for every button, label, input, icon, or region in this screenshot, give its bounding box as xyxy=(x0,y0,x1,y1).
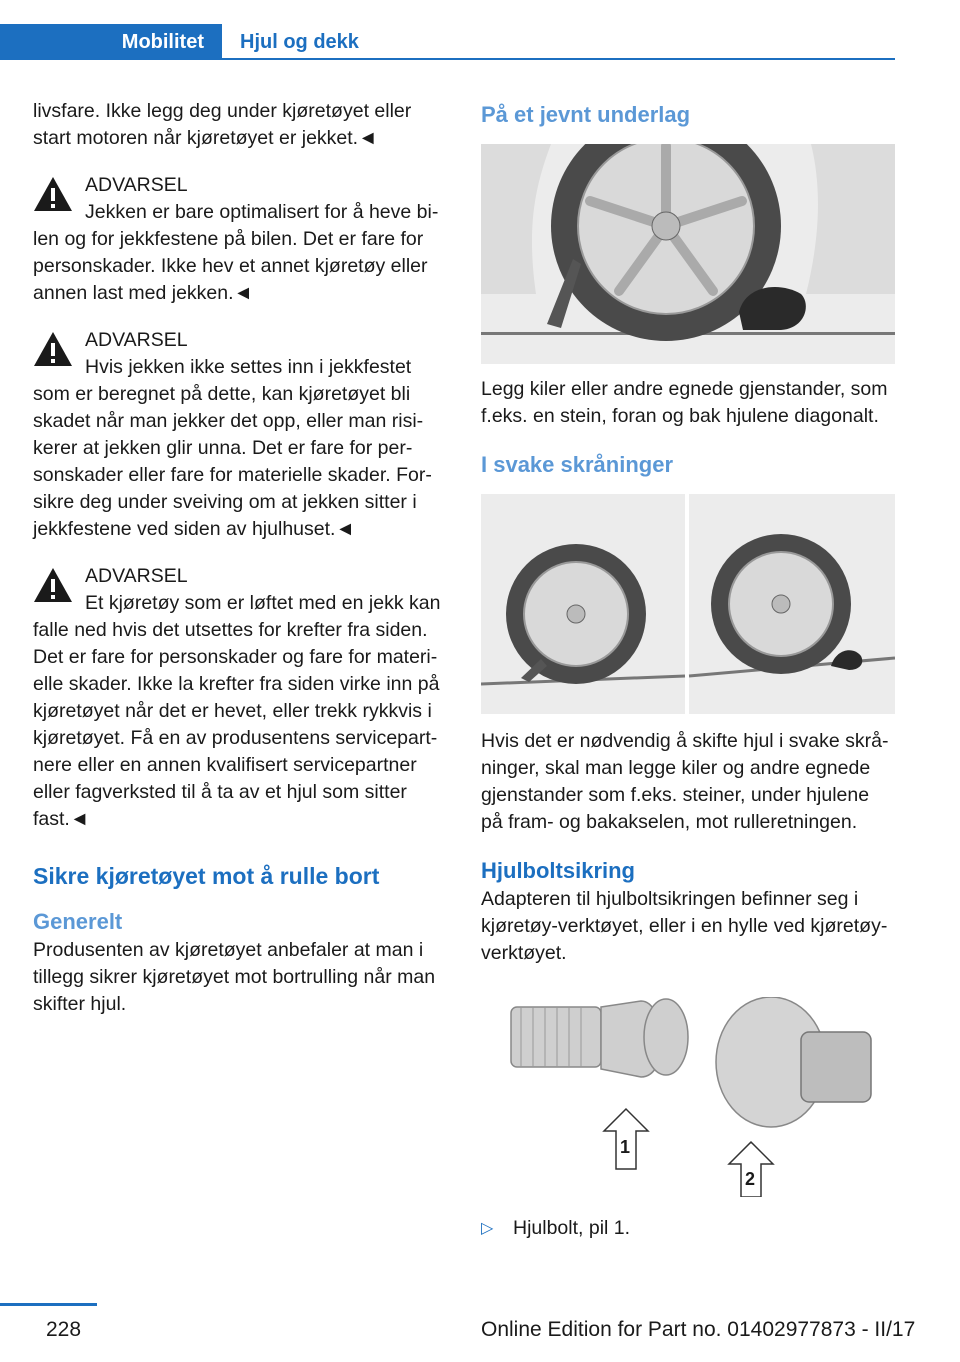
edition-text: Online Edition for Part no. 01402977873 - II/17 xyxy=(481,1318,916,1341)
intro-text: livsfare. Ikke legg deg under kjøretøyet eller start motoren når kjøretøyet er jekket.◄ xyxy=(33,100,412,149)
tab-hjul-og-dekk xyxy=(240,24,359,60)
footer-rule xyxy=(0,1303,97,1306)
tab-mobilitet-label: Mobilitet xyxy=(121,30,204,53)
header-rule xyxy=(222,58,895,60)
subsection-body: Produsenten av kjøretøyet anbefaler at man i tillegg sikrer kjøretøyet mot bortrulling når man skifter hjul. xyxy=(33,939,436,1015)
warning-text-first: Hvis jekken ikke settes inn i jekkfestet xyxy=(85,356,412,378)
list-item-text: Hjulbolt, pil 1. xyxy=(513,1217,631,1239)
triangle-bullet-icon: ▷ xyxy=(481,1220,494,1237)
warning-triangle-icon xyxy=(33,567,73,603)
warning-text-rest: len og for jekkfestene på bilen. Det er fare for personskader. Ikke hev et annet kjøretøy eller annen last med jekken.◄ xyxy=(33,228,428,304)
warning-text xyxy=(33,590,446,833)
wheel-lock-title: Hjulboltsikring xyxy=(481,858,635,883)
slope-text: Hvis det er nødvendig å skifte hjul i svake skrå- ninger, skal man legge kiler og andre egnede gjenstander som f.eks. steiner, under hjulene på fram- og bakakselen, mot rulleretningen. xyxy=(481,730,889,833)
section-title: Sikre kjøretøyet mot å rulle bort xyxy=(33,863,380,889)
warning-block xyxy=(33,172,446,307)
callout-1-label: 1 xyxy=(620,1137,631,1157)
slope-title: I svake skråninger xyxy=(481,452,674,477)
left-column xyxy=(33,98,446,1018)
list-item xyxy=(481,1215,895,1242)
warning-text xyxy=(33,354,446,543)
warning-block xyxy=(33,327,446,543)
warning-text xyxy=(33,199,446,307)
wheel-lock-text: Adapteren til hjulboltsikringen befinner seg i kjøretøy-verktøyet, eller i en hylle ved kjøretøy- verktøyet. xyxy=(481,888,888,964)
subsection-title: Generelt xyxy=(33,909,123,934)
flat-ground-text: Legg kiler eller andre egnede gjenstander, som f.eks. en stein, foran og bak hjulene diagonalt. xyxy=(481,378,888,427)
warning-title: ADVARSEL xyxy=(85,565,188,587)
warning-block xyxy=(33,563,446,833)
warning-title: ADVARSEL xyxy=(85,174,188,196)
warning-text-rest: som er beregnet på dette, kan kjøretøyet bli skadet når man jekker det opp, eller man risi- kerer at jekken glir unna. Det er fare for per- sonskader eller fare for materielle skader. For- sikre deg under sveiving om at jekken sitter i jekkfestene ved siden av hjulhuset.◄ xyxy=(33,383,432,540)
callout-2-label: 2 xyxy=(745,1169,756,1189)
wheel-bolt-illustration xyxy=(481,997,895,1197)
warning-triangle-icon xyxy=(33,176,73,212)
right-column xyxy=(481,98,895,1242)
header-tabs xyxy=(0,24,895,62)
warning-text-first: Jekken er bare optimalisert for å heve bi- xyxy=(85,201,439,223)
tab-hjul-og-dekk-label: Hjul og dekk xyxy=(240,30,359,53)
tab-mobilitet xyxy=(0,24,222,60)
warning-title: ADVARSEL xyxy=(85,329,188,351)
flat-ground-title: På et jevnt underlag xyxy=(481,102,691,127)
wheel-flat-illustration xyxy=(481,144,895,364)
warning-triangle-icon xyxy=(33,331,73,367)
page-number: 228 xyxy=(46,1318,82,1341)
wheel-slope-illustration xyxy=(481,494,895,714)
warning-text-rest: falle ned hvis det utsettes for krefter fra siden. Det er fare for personskader og fare for materi- elle skader. Ikke la krefter fra siden virke inn på kjøretøyet når det er hevet, eller trekk rykkvis i kjøretøyet. Få en av produsentens servicepart- nere eller en annen kvalifisert servicepartner eller fagverksted til å ta av et hjul som sitter fast.◄ xyxy=(33,619,440,830)
warning-text-first: Et kjøretøy som er løftet med en jekk kan xyxy=(85,592,441,614)
